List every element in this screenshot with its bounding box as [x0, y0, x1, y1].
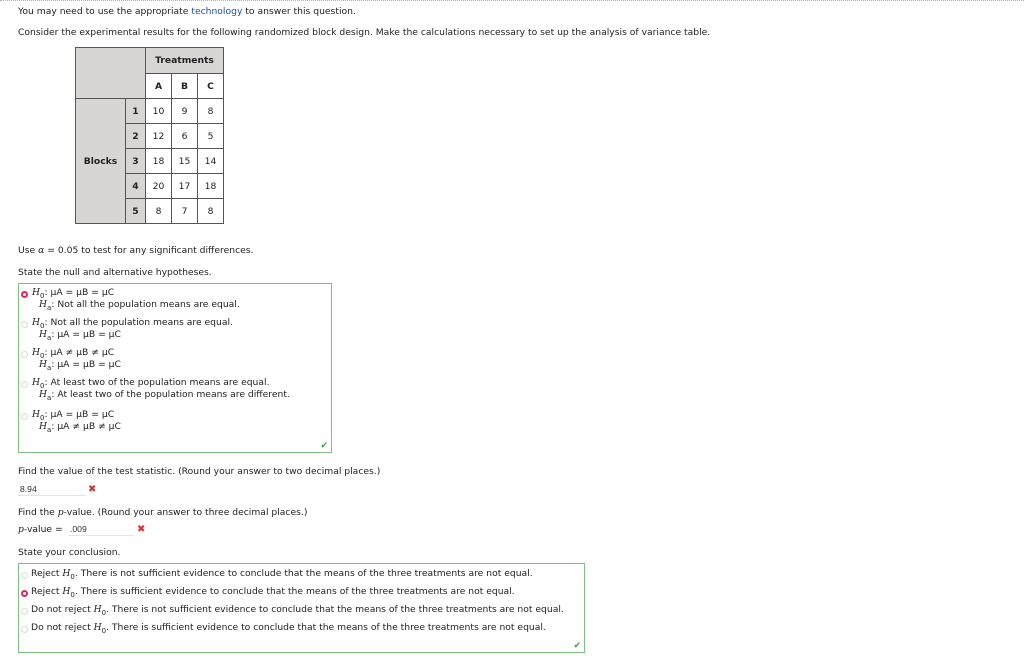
hypothesis-option-1-ha[interactable]: [39, 299, 240, 312]
block-number: 1: [126, 99, 146, 124]
ha-text: : μA = μB = μC: [51, 359, 121, 370]
intro-post: to answer this question.: [242, 6, 356, 17]
ha-text: : Not all the population means are equal.: [51, 299, 240, 310]
hypothesis-option-4-ha[interactable]: [39, 389, 290, 402]
hypothesis-option-5-radio[interactable]: [21, 413, 28, 420]
h-symbol: H: [39, 421, 48, 432]
conclusion-post: . There is sufficient evidence to conclude that the means of the three treatments are not equal.: [106, 622, 546, 633]
hypothesis-option-2-radio[interactable]: [21, 321, 28, 328]
block-number: 5: [126, 199, 146, 224]
conclusion-answer-box: [18, 563, 585, 653]
correct-check-icon: ✔: [320, 441, 328, 451]
table-row: [76, 99, 224, 124]
h-symbol: H: [32, 287, 41, 298]
top-border: [0, 0, 1024, 1]
h-symbol: H: [93, 604, 102, 615]
h-subscript: 0: [70, 572, 75, 581]
alpha-symbol: α: [38, 245, 45, 256]
conclusion-option-1-radio[interactable]: [21, 572, 28, 579]
conclusion-option-2-radio[interactable]: [21, 590, 28, 597]
hypotheses-prompt: State the null and alternative hypotheses.: [18, 267, 212, 278]
table-cell: 18: [198, 174, 224, 199]
hypothesis-option-3-h0[interactable]: [32, 347, 114, 360]
hypothesis-option-1-radio[interactable]: [21, 291, 28, 298]
h-symbol: H: [93, 622, 102, 633]
p-italic: p: [18, 524, 24, 535]
table-cell: 14: [198, 149, 224, 174]
correct-check-icon: ✔: [573, 641, 581, 651]
h-subscript: 0: [40, 291, 45, 300]
block-number: 4: [126, 174, 146, 199]
h-symbol: H: [39, 299, 48, 310]
h-symbol: H: [39, 359, 48, 370]
conclusion-option-1[interactable]: [31, 568, 533, 581]
table-cell: 6: [172, 124, 198, 149]
table-cell: 20: [146, 174, 172, 199]
p-value-prompt: [18, 507, 307, 518]
h-subscript: a: [47, 363, 52, 372]
block-design-table: [75, 47, 224, 224]
h-subscript: 0: [40, 351, 45, 360]
blocks-label: Blocks: [76, 99, 126, 224]
intro-pre: You may need to use the appropriate: [18, 6, 192, 17]
conclusion-post: . There is not sufficient evidence to conclude that the means of the three treatments are not equal.: [106, 604, 564, 615]
table-cell: 18: [146, 149, 172, 174]
h-symbol: H: [32, 347, 41, 358]
h0-text: : μA = μB = μC: [44, 287, 115, 298]
table-cell: 10: [146, 99, 172, 124]
ha-text: : μA = μB = μC: [51, 329, 121, 340]
conclusion-pre: Reject: [31, 586, 63, 597]
conclusion-pre: Do not reject: [31, 604, 94, 615]
h-subscript: a: [47, 303, 52, 312]
p-prompt-pre: Find the: [18, 507, 58, 518]
hypothesis-option-2-ha[interactable]: [39, 329, 121, 342]
conclusion-option-3[interactable]: [31, 604, 564, 617]
h-symbol: H: [32, 409, 41, 420]
table-corner: [76, 48, 146, 99]
conclusion-prompt: State your conclusion.: [18, 547, 121, 558]
h-symbol: H: [62, 586, 71, 597]
conclusion-post: . There is sufficient evidence to conclude that the means of the three treatments are not equal.: [74, 586, 515, 597]
alpha-post: = 0.05 to test for any significant differences.: [44, 245, 254, 256]
wrong-x-icon: ✖: [137, 524, 146, 535]
p-prompt-post: -value. (Round your answer to three decimal places.): [63, 507, 308, 518]
conclusion-option-4[interactable]: [31, 622, 546, 635]
test-statistic-prompt: Find the value of the test statistic. (Round your answer to two decimal places.): [18, 466, 381, 477]
h-subscript: a: [47, 425, 52, 434]
conclusion-pre: Do not reject: [31, 622, 94, 633]
table-cell: 8: [198, 99, 224, 124]
table-cell: 8: [146, 199, 172, 224]
test-statistic-input[interactable]: [18, 483, 86, 496]
table-cell: 9: [172, 99, 198, 124]
h-symbol: H: [32, 317, 41, 328]
h-subscript: a: [47, 393, 52, 402]
h-subscript: 0: [101, 608, 107, 617]
hypothesis-option-2-h0[interactable]: [32, 317, 233, 330]
hypothesis-option-3-radio[interactable]: [21, 351, 28, 358]
hypotheses-answer-box: [18, 283, 332, 453]
p-italic: p: [57, 507, 64, 518]
alpha-pre: Use: [18, 245, 39, 256]
h-symbol: H: [62, 568, 71, 579]
col-header-a: A: [146, 74, 172, 99]
h-subscript: 0: [40, 413, 45, 422]
table-cell: 15: [172, 149, 198, 174]
conclusion-pre: Reject: [31, 568, 63, 579]
hypothesis-option-4-h0[interactable]: [32, 377, 269, 390]
h0-text: : Not all the population means are equal.: [44, 317, 233, 328]
h-symbol: H: [32, 377, 41, 388]
h-subscript: 0: [101, 626, 107, 635]
p-value-label: [18, 524, 63, 535]
h0-text: : μA = μB = μC: [44, 409, 115, 420]
ha-text: : At least two of the population means are different.: [51, 389, 290, 400]
h-subscript: a: [47, 333, 52, 342]
h0-text: : μA ≠ μB ≠ μC: [44, 347, 115, 358]
table-cell: 8: [198, 199, 224, 224]
table-cell: 17: [172, 174, 198, 199]
conclusion-option-4-radio[interactable]: [21, 626, 28, 633]
treatments-header: Treatments: [146, 48, 224, 74]
h0-text: : At least two of the population means are equal.: [44, 377, 270, 388]
table-cell: 12: [146, 124, 172, 149]
h-subscript: 0: [40, 381, 45, 390]
conclusion-option-2[interactable]: [31, 586, 515, 599]
table-cell: 7: [172, 199, 198, 224]
hypothesis-option-4-radio[interactable]: [21, 381, 28, 388]
hypothesis-option-5-ha[interactable]: [39, 421, 121, 434]
h-subscript: 0: [70, 590, 75, 599]
intro-text: [18, 6, 356, 17]
table-cell: 5: [198, 124, 224, 149]
h-symbol: H: [39, 389, 48, 400]
block-number: 2: [126, 124, 146, 149]
hypothesis-option-3-ha[interactable]: [39, 359, 121, 372]
question-text: Consider the experimental results for the following randomized block design. Make the calculations necessary to set up the analysis of variance table.: [18, 27, 711, 38]
col-header-c: C: [198, 74, 224, 99]
conclusion-post: . There is not sufficient evidence to conclude that the means of the three treatments are not equal.: [74, 568, 533, 579]
block-number: 3: [126, 149, 146, 174]
p-label-post: -value =: [23, 524, 63, 535]
h-subscript: 0: [40, 321, 45, 330]
hypothesis-option-1-h0[interactable]: [32, 287, 114, 300]
col-header-b: B: [172, 74, 198, 99]
alpha-text: [18, 245, 254, 256]
h-symbol: H: [39, 329, 48, 340]
wrong-x-icon: ✖: [88, 484, 97, 495]
ha-text: : μA ≠ μB ≠ μC: [51, 421, 121, 432]
technology-link[interactable]: technology: [191, 6, 243, 17]
hypothesis-option-5-h0[interactable]: [32, 409, 114, 422]
p-value-input[interactable]: [68, 523, 134, 536]
conclusion-option-3-radio[interactable]: [21, 608, 28, 615]
